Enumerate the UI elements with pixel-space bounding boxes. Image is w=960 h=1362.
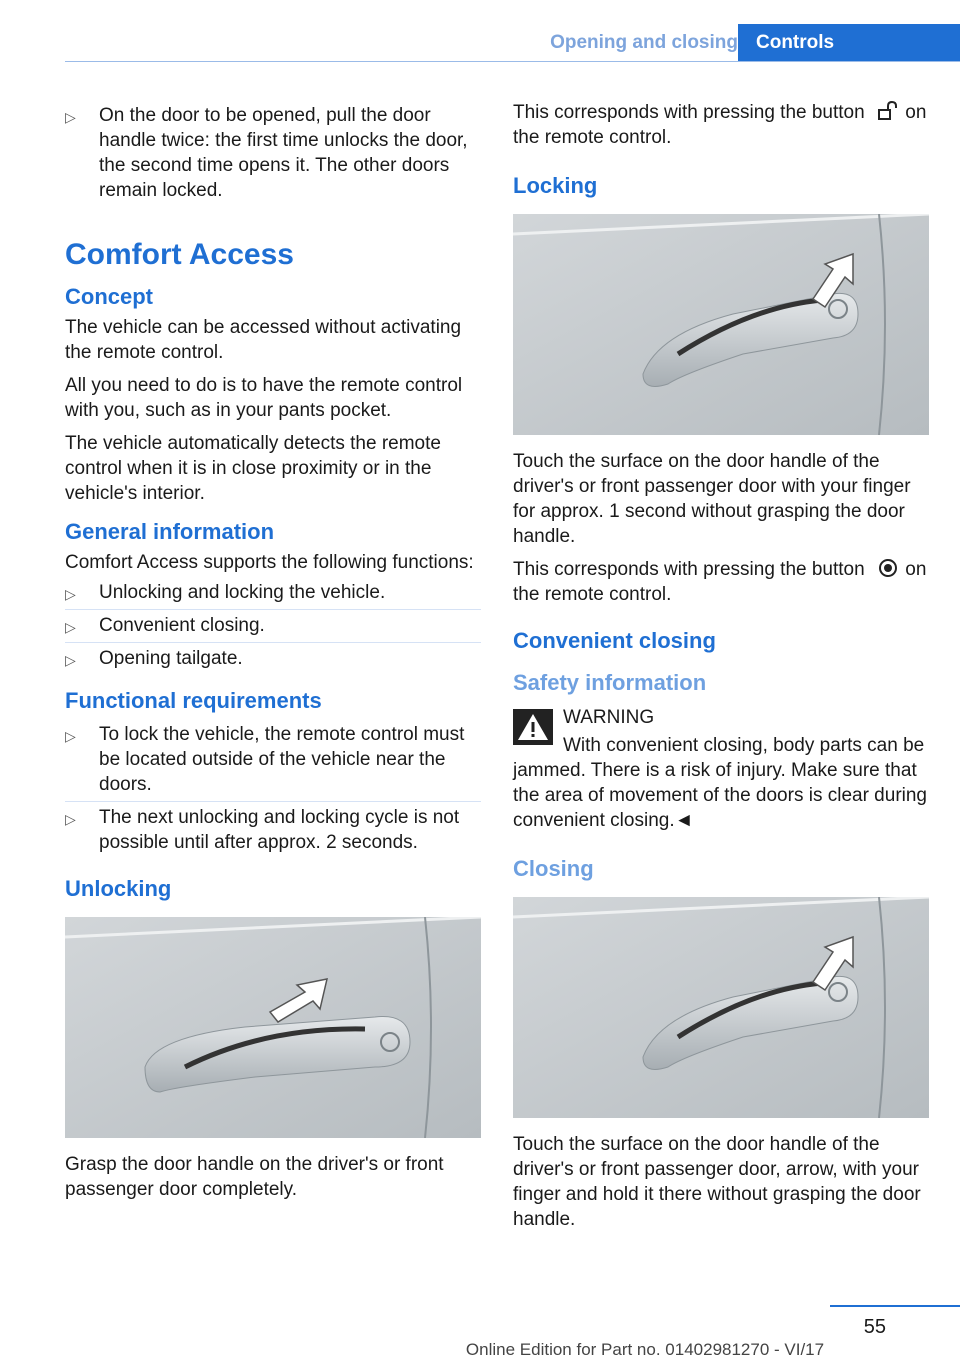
list-item-text: Convenient closing. [99,615,265,636]
list-item-text: Opening tailgate. [99,648,243,669]
intro-list [65,100,481,207]
list-item [65,100,481,207]
footer-edition: Online Edition for Part no. 01402981270 - VI/17 [465,1340,825,1359]
heading-locking: Locking [513,173,598,198]
lock-icon [876,558,900,578]
paragraph: Grasp the door handle on the driver's or front passenger door completely. [65,1154,444,1200]
list-item-text: The next unlocking and locking cycle is not possible until after approx. 2 seconds. [99,807,460,853]
paragraph [513,557,929,607]
list-item-text: To lock the vehicle, the remote control must be located outside of the vehicle near the doors. [99,724,465,795]
page-number: 55 [863,1316,886,1338]
warning-label: WARNING [563,707,655,728]
page-header [0,24,960,62]
lock-correspond-text: This corresponds with pressing the button [513,559,865,580]
heading-closing: Closing [513,856,594,881]
header-section-title: Opening and closing [550,32,738,53]
heading-unlocking: Unlocking [65,876,172,901]
heading-convenient-closing: Convenient closing [513,628,716,653]
paragraph: Touch the surface on the door handle of the driver's or front passenger door, arrow, with your finger and hold it there without grasping the door handle. [513,1134,921,1230]
paragraph: The vehicle automatically detects the remote control when it is in close proximity or in the vehicle's interior. [65,433,441,504]
paragraph: All you need to do is to have the remote control with you, such as in your pants pocket. [65,375,463,421]
triangle-right-icon: ▷ [65,619,76,635]
footer-divider [830,1305,960,1307]
lock-correspond-text-2: on the remote control. [513,559,927,605]
unlock-correspond-text: This corresponds with pressing the button [513,102,865,123]
warning-triangle-icon [513,709,553,745]
right-column [513,100,929,1240]
general-list [65,577,481,675]
paragraph [513,100,929,150]
triangle-right-icon: ▷ [65,728,76,744]
door-handle-close-photo [513,897,929,1118]
list-item [65,643,481,675]
unlock-icon [876,101,900,121]
functional-list [65,719,481,859]
heading-safety-information: Safety information [513,670,707,695]
unlock-correspond-text-2: on the remote control. [513,102,927,148]
triangle-right-icon: ▷ [65,811,76,827]
list-item [65,577,481,610]
list-item [65,719,481,802]
heading-functional-requirements: Functional requirements [65,688,322,713]
triangle-right-icon: ▷ [65,652,76,668]
list-item [65,610,481,643]
list-item-text: Unlocking and locking the vehicle. [99,582,386,603]
header-chapter-tab: Controls [738,24,960,62]
door-handle-lock-photo [513,214,929,435]
paragraph: The vehicle can be accessed without activating the remote control. [65,317,462,363]
heading-general-information: General information [65,519,275,544]
heading-concept: Concept [65,284,153,309]
triangle-right-icon: ▷ [65,109,76,125]
list-item-text: On the door to be opened, pull the door handle twice: the first time unlocks the door, the second time opens it. The other doors remain locked. [99,105,468,201]
paragraph: Touch the surface on the door handle of the driver's or front passenger door with your finger for approx. 1 second without grasping the door handle. [513,451,911,547]
warning-text: With convenient closing, body parts can be jammed. There is a risk of injury. Make sure that the area of movement of the doors is clear during convenient closing.◄ [513,735,928,831]
left-column [65,100,481,1210]
header-divider [65,61,960,62]
triangle-right-icon: ▷ [65,586,76,602]
paragraph: Comfort Access supports the following functions: [65,552,474,573]
warning-box [513,705,929,765]
heading-comfort-access: Comfort Access [65,238,294,271]
door-handle-unlock-photo [65,917,481,1138]
list-item [65,802,481,859]
